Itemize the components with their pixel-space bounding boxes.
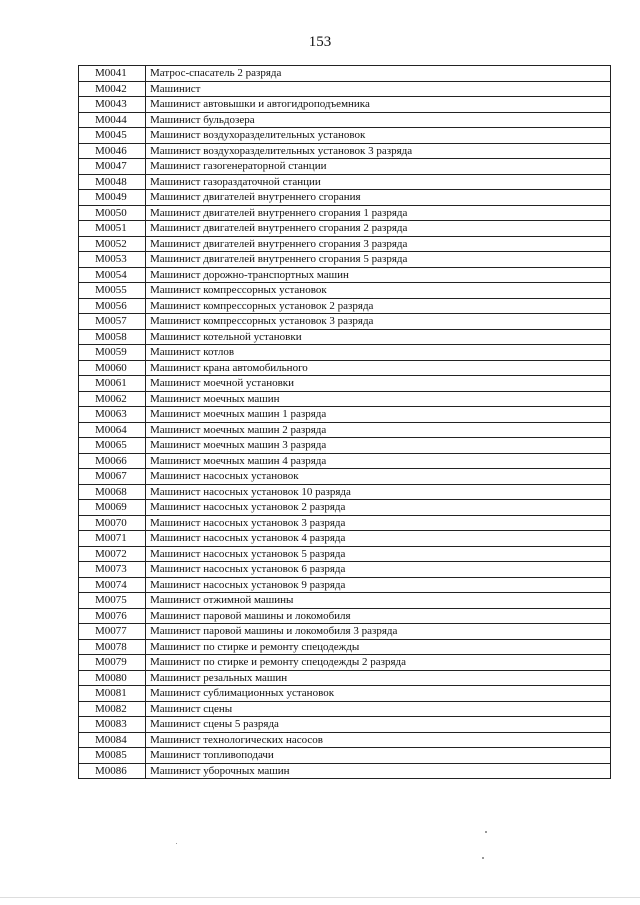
occupation-code-cell: М0057 — [79, 314, 146, 330]
occupation-name-cell: Машинист сублимационных установок — [146, 686, 611, 702]
table-row — [79, 500, 611, 516]
occupation-name-cell: Машинист насосных установок 6 разряда — [146, 562, 611, 578]
occupation-name-cell: Машинист по стирке и ремонту спецодежды 2 разряда — [146, 655, 611, 671]
occupation-code-cell: М0050 — [79, 205, 146, 221]
occupation-name-cell: Машинист моечных машин 2 разряда — [146, 422, 611, 438]
occupation-name-cell: Машинист воздухоразделительных установок 3 разряда — [146, 143, 611, 159]
table-row — [79, 453, 611, 469]
table-row — [79, 252, 611, 268]
occupation-name-cell: Машинист котельной установки — [146, 329, 611, 345]
table-row — [79, 686, 611, 702]
occupation-code-cell: М0043 — [79, 97, 146, 113]
occupation-code-cell: М0062 — [79, 391, 146, 407]
table-row — [79, 546, 611, 562]
occupation-code-cell: М0078 — [79, 639, 146, 655]
table-row — [79, 190, 611, 206]
occupation-code-cell: М0060 — [79, 360, 146, 376]
occupation-name-cell: Машинист уборочных машин — [146, 763, 611, 779]
occupation-code-cell: М0051 — [79, 221, 146, 237]
occupation-code-cell: М0084 — [79, 732, 146, 748]
occupation-name-cell: Машинист сцены — [146, 701, 611, 717]
table-row — [79, 670, 611, 686]
occupation-code-cell: М0058 — [79, 329, 146, 345]
occupation-code-cell: М0079 — [79, 655, 146, 671]
occupation-code-cell: М0074 — [79, 577, 146, 593]
occupation-name-cell: Матрос-спасатель 2 разряда — [146, 66, 611, 82]
occupation-code-cell: М0056 — [79, 298, 146, 314]
occupation-code-cell: М0066 — [79, 453, 146, 469]
occupation-code-cell: М0076 — [79, 608, 146, 624]
occupation-name-cell: Машинист двигателей внутреннего сгорания 1 разряда — [146, 205, 611, 221]
occupation-name-cell: Машинист насосных установок 3 разряда — [146, 515, 611, 531]
occupation-name-cell: Машинист двигателей внутреннего сгорания — [146, 190, 611, 206]
table-row — [79, 608, 611, 624]
occupation-name-cell: Машинист моечных машин 1 разряда — [146, 407, 611, 423]
table-row — [79, 81, 611, 97]
occupation-code-cell: М0072 — [79, 546, 146, 562]
table-row — [79, 112, 611, 128]
occupation-name-cell: Машинист резальных машин — [146, 670, 611, 686]
table-row — [79, 66, 611, 82]
table-row — [79, 577, 611, 593]
table-row — [79, 143, 611, 159]
occupation-name-cell: Машинист технологических насосов — [146, 732, 611, 748]
table-row — [79, 701, 611, 717]
occupation-name-cell: Машинист насосных установок 5 разряда — [146, 546, 611, 562]
occupation-name-cell: Машинист воздухоразделительных установок — [146, 128, 611, 144]
occupation-code-cell: М0068 — [79, 484, 146, 500]
occupation-code-cell: М0044 — [79, 112, 146, 128]
occupation-code-cell: М0055 — [79, 283, 146, 299]
occupation-name-cell: Машинист котлов — [146, 345, 611, 361]
occupation-code-cell: М0052 — [79, 236, 146, 252]
occupation-name-cell: Машинист газогенераторной станции — [146, 159, 611, 175]
occupation-code-cell: М0054 — [79, 267, 146, 283]
table-row — [79, 593, 611, 609]
occupation-code-cell: М0053 — [79, 252, 146, 268]
occupation-name-cell: Машинист по стирке и ремонту спецодежды — [146, 639, 611, 655]
occupation-name-cell: Машинист моечной установки — [146, 376, 611, 392]
table-row — [79, 717, 611, 733]
table-row — [79, 345, 611, 361]
occupation-name-cell: Машинист насосных установок — [146, 469, 611, 485]
occupation-name-cell: Машинист бульдозера — [146, 112, 611, 128]
table-row — [79, 360, 611, 376]
occupation-code-cell: М0065 — [79, 438, 146, 454]
table-row — [79, 438, 611, 454]
scan-speck — [482, 857, 484, 859]
occupation-name-cell: Машинист компрессорных установок — [146, 283, 611, 299]
occupation-code-cell: М0077 — [79, 624, 146, 640]
table-row — [79, 562, 611, 578]
table-row — [79, 159, 611, 175]
occupation-code-cell: М0049 — [79, 190, 146, 206]
occupation-code-cell: М0073 — [79, 562, 146, 578]
table-row — [79, 128, 611, 144]
table-row — [79, 283, 611, 299]
occupation-name-cell: Машинист паровой машины и локомобиля 3 разряда — [146, 624, 611, 640]
table-row — [79, 624, 611, 640]
occupation-code-cell: М0047 — [79, 159, 146, 175]
occupation-name-cell: Машинист паровой машины и локомобиля — [146, 608, 611, 624]
table-row — [79, 391, 611, 407]
table-row — [79, 531, 611, 547]
occupation-name-cell: Машинист двигателей внутреннего сгорания 5 разряда — [146, 252, 611, 268]
table-row — [79, 267, 611, 283]
occupation-code-cell: М0067 — [79, 469, 146, 485]
occupation-name-cell: Машинист насосных установок 2 разряда — [146, 500, 611, 516]
occupation-code-cell: М0086 — [79, 763, 146, 779]
table-row — [79, 174, 611, 190]
occupation-code-cell: М0046 — [79, 143, 146, 159]
table-row — [79, 407, 611, 423]
occupation-code-cell: М0082 — [79, 701, 146, 717]
occupation-code-cell: М0048 — [79, 174, 146, 190]
scan-speck — [485, 831, 487, 833]
scan-edge-line — [0, 897, 640, 898]
table-row — [79, 515, 611, 531]
occupation-name-cell: Машинист насосных установок 9 разряда — [146, 577, 611, 593]
occupation-code-cell: М0075 — [79, 593, 146, 609]
table-row — [79, 748, 611, 764]
occupation-name-cell: Машинист отжимной машины — [146, 593, 611, 609]
occupation-name-cell: Машинист крана автомобильного — [146, 360, 611, 376]
occupation-name-cell: Машинист компрессорных установок 2 разряда — [146, 298, 611, 314]
occupation-name-cell: Машинист — [146, 81, 611, 97]
table-row — [79, 329, 611, 345]
occupation-name-cell: Машинист двигателей внутреннего сгорания 3 разряда — [146, 236, 611, 252]
occupation-code-cell: М0071 — [79, 531, 146, 547]
occupation-name-cell: Машинист моечных машин — [146, 391, 611, 407]
occupation-codes-table — [78, 65, 611, 779]
occupation-code-cell: М0042 — [79, 81, 146, 97]
occupation-code-cell: М0045 — [79, 128, 146, 144]
table-row — [79, 314, 611, 330]
occupation-name-cell: Машинист дорожно-транспортных машин — [146, 267, 611, 283]
occupation-name-cell: Машинист топливоподачи — [146, 748, 611, 764]
occupation-name-cell: Машинист насосных установок 10 разряда — [146, 484, 611, 500]
table-row — [79, 97, 611, 113]
scan-speck — [176, 843, 177, 844]
occupation-code-cell: М0061 — [79, 376, 146, 392]
occupation-name-cell: Машинист сцены 5 разряда — [146, 717, 611, 733]
table-body — [79, 66, 611, 779]
occupation-name-cell: Машинист моечных машин 4 разряда — [146, 453, 611, 469]
occupation-code-cell: М0063 — [79, 407, 146, 423]
occupation-code-cell: М0070 — [79, 515, 146, 531]
occupation-code-cell: М0085 — [79, 748, 146, 764]
table-row — [79, 236, 611, 252]
table-row — [79, 376, 611, 392]
occupation-name-cell: Машинист автовышки и автогидроподъемника — [146, 97, 611, 113]
table-row — [79, 732, 611, 748]
table-row — [79, 763, 611, 779]
table-row — [79, 639, 611, 655]
occupation-code-cell: М0083 — [79, 717, 146, 733]
occupation-name-cell: Машинист моечных машин 3 разряда — [146, 438, 611, 454]
occupation-code-cell: М0064 — [79, 422, 146, 438]
page-number: 153 — [308, 34, 332, 50]
occupation-code-cell: М0069 — [79, 500, 146, 516]
table-row — [79, 655, 611, 671]
table-row — [79, 205, 611, 221]
occupation-name-cell: Машинист двигателей внутреннего сгорания 2 разряда — [146, 221, 611, 237]
table-row — [79, 221, 611, 237]
table-row — [79, 422, 611, 438]
occupation-code-cell: М0081 — [79, 686, 146, 702]
occupation-name-cell: Машинист насосных установок 4 разряда — [146, 531, 611, 547]
occupation-code-cell: М0080 — [79, 670, 146, 686]
occupation-code-cell: М0041 — [79, 66, 146, 82]
occupation-name-cell: Машинист газораздаточной станции — [146, 174, 611, 190]
table-row — [79, 298, 611, 314]
table-row — [79, 469, 611, 485]
occupation-name-cell: Машинист компрессорных установок 3 разряда — [146, 314, 611, 330]
occupation-code-cell: М0059 — [79, 345, 146, 361]
table-row — [79, 484, 611, 500]
